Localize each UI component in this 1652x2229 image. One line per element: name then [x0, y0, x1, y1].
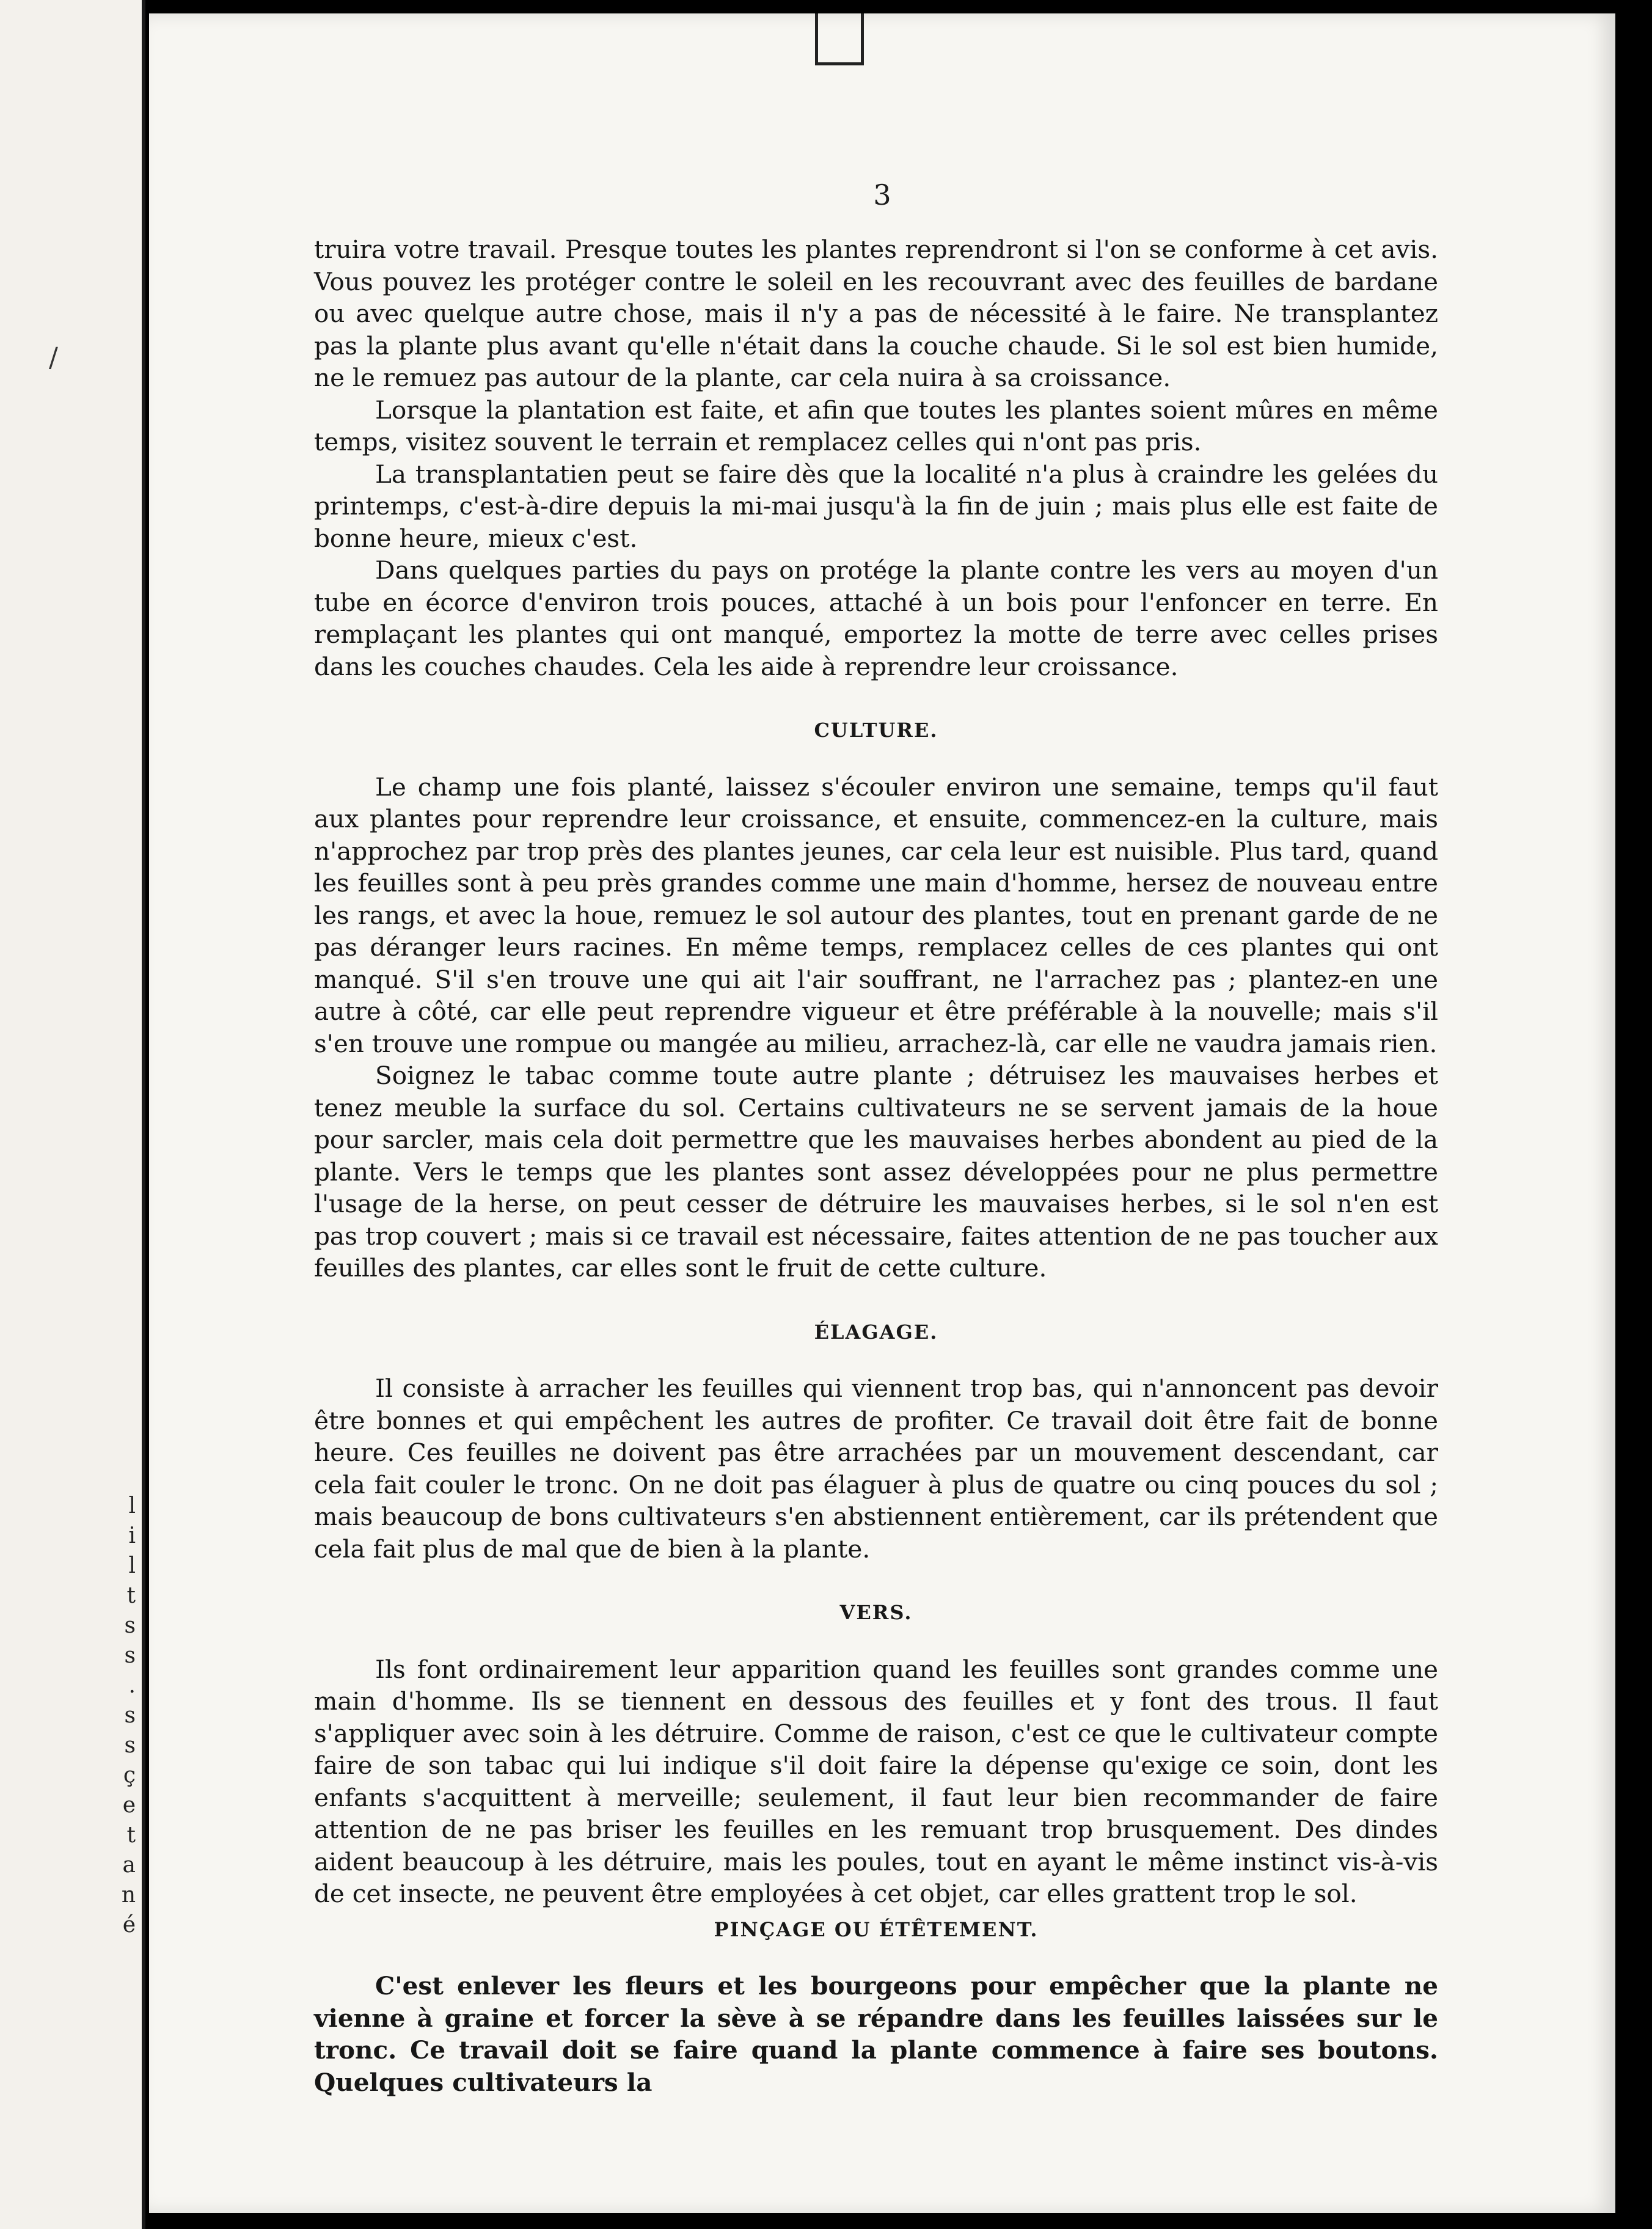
- section-heading-vers: VERS.: [839, 1601, 913, 1624]
- paragraph: Il consiste à arracher les feuilles qui viennent trop bas, qui n'annoncent pas devoir être bonnes et qui empêchent les autres de profiter. Ce travail doit être fait de bonne heure. Ces feuilles ne doivent pas être arrachées par un mouvement descendant, car cela fait couler le tronc. On ne doit pas élaguer à plus de quatre ou cinq pouces du sol ; mais beaucoup de bons cultivateurs s'en abstiennent entièrement, car ils prétendent que cela fait plus de mal que de bien à la plante.: [314, 1374, 1438, 1564]
- paragraph: Lorsque la plantation est faite, et afin que toutes les plantes soient mûres en même temps, visitez souvent le terrain et remplacez celles qui n'ont pas pris.: [314, 395, 1438, 456]
- line-ending: l: [128, 1493, 136, 1518]
- body-text: [314, 233, 1438, 2098]
- paragraph: Le champ une fois planté, laissez s'écouler environ une semaine, temps qu'il faut aux plantes pour reprendre leur croissance, et ensuite, commencez-en la culture, mais n'approchez par trop près des plantes jeunes, car cela leur est nuisible. Plus tard, quand les feuilles sont à peu près grandes comme une main d'homme, hersez de nouveau entre les rangs, et avec la houe, remuez le sol autour des plantes, tout en prenant garde de ne pas déranger leurs racines. En même temps, remplacez celles de ces plantes qui ont manqué. S'il s'en trouve une qui ait l'air souffrant, ne l'arrachez pas ; plantez-en une autre à côté, car elle peut reprendre vigueur et être préférable à la nouvelle; mais s'il s'en trouve une rompue ou mangée au milieu, arrachez-là, car elle ne vaudra jamais rien.: [314, 772, 1438, 1058]
- margin-mark: /: [49, 342, 58, 373]
- line-ending: t: [126, 1583, 136, 1608]
- line-ending: e: [122, 1793, 136, 1818]
- section-heading-pincage: PINÇAGE OU ÉTÊTEMENT.: [714, 1917, 1039, 1941]
- line-ending: s: [124, 1703, 136, 1728]
- line-ending: ç: [123, 1763, 136, 1788]
- page: [149, 13, 1615, 2213]
- paragraph: C'est enlever les fleurs et les bourgeons pour empêcher que la plante ne vienne à graine et forcer la sève à se répandre dans les feuilles laissées sur le tronc. Ce travail doit se faire quand la plante commence à faire ses boutons. Quelques cultivateurs la: [314, 1971, 1438, 2097]
- line-ending: l: [128, 1553, 136, 1578]
- section-heading-elagage: ÉLAGAGE.: [814, 1320, 938, 1344]
- previous-page-edge: [0, 0, 145, 2229]
- line-ending: i: [128, 1523, 136, 1548]
- line-ending: .: [128, 1673, 136, 1698]
- line-ending: s: [124, 1643, 136, 1668]
- line-ending: s: [124, 1733, 136, 1758]
- line-ending: a: [122, 1853, 136, 1878]
- section-heading-culture: CULTURE.: [814, 719, 938, 742]
- line-ending: s: [124, 1613, 136, 1638]
- line-ending: é: [122, 1912, 136, 1938]
- paragraph: La transplantatien peut se faire dès que la localité n'a plus à craindre les gelées du printemps, c'est-à-dire depuis la mi-mai jusqu'à la fin de juin ; mais plus elle est faite de bonne heure, mieux c'est.: [314, 459, 1438, 553]
- paragraph: Soignez le tabac comme toute autre plante ; détruisez les mauvaises herbes et tenez meuble la surface du sol. Certains cultivateurs ne se servent jamais de la houe pour sarcler, mais cela doit permettre que les mauvaises herbes abondent au pied de la plante. Vers le temps que les plantes sont assez développées pour ne plus permettre l'usage de la herse, on peut cesser de détruire les mauvaises herbes, si le sol n'en est pas trop couvert ; mais si ce travail est nécessaire, faites attention de ne pas toucher aux feuilles des plantes, car elles sont le fruit de cette culture.: [314, 1061, 1438, 1283]
- paragraph: Dans quelques parties du pays on protége la plante contre les vers au moyen d'un tube en écorce d'environ trois pouces, attaché à un bois pour l'enfoncer en terre. En remplaçant les plantes qui ont manqué, emportez la motte de terre avec celles prises dans les couches chaudes. Cela les aide à reprendre leur croissance.: [314, 555, 1438, 681]
- paragraph: Ils font ordinairement leur apparition quand les feuilles sont grandes comme une main d'homme. Ils se tiennent en dessous des feuilles et y font des trous. Il faut s'appliquer avec soin à les détruire. Comme de raison, c'est ce que le cultivateur compte faire de son tabac qui lui indique s'il doit faire la dépense qu'exige ce soin, dont les enfants s'acquittent à merveille; seulement, il faut leur bien recommander de faire attention de ne pas briser les feuilles en les remuant trop brusquement. Des dindes aident beaucoup à les détruire, mais les poules, tout en ayant le même instinct vis-à-vis de cet insecte, ne peuvent être employées à cet objet, car elles grattent trop le sol.: [314, 1654, 1438, 1908]
- line-ending: t: [126, 1823, 136, 1848]
- line-ending: n: [121, 1883, 136, 1908]
- page-number: 3: [873, 178, 891, 211]
- paragraph: truira votre travail. Presque toutes les plantes reprendront si l'on se conforme à cet avis. Vous pouvez les protéger contre le soleil en les recouvrant avec des feuilles de bardane ou avec quelque autre chose, mais il n'y a pas de nécessité à le faire. Ne transplantez pas la plante plus avant qu'elle n'était dans la couche chaude. Si le sol est bien humide, ne le remuez pas autour de la plante, car cela nuira à sa croissance.: [314, 235, 1438, 392]
- binding-tab-mark: [815, 13, 864, 65]
- previous-page-line-endings: [111, 1491, 136, 1940]
